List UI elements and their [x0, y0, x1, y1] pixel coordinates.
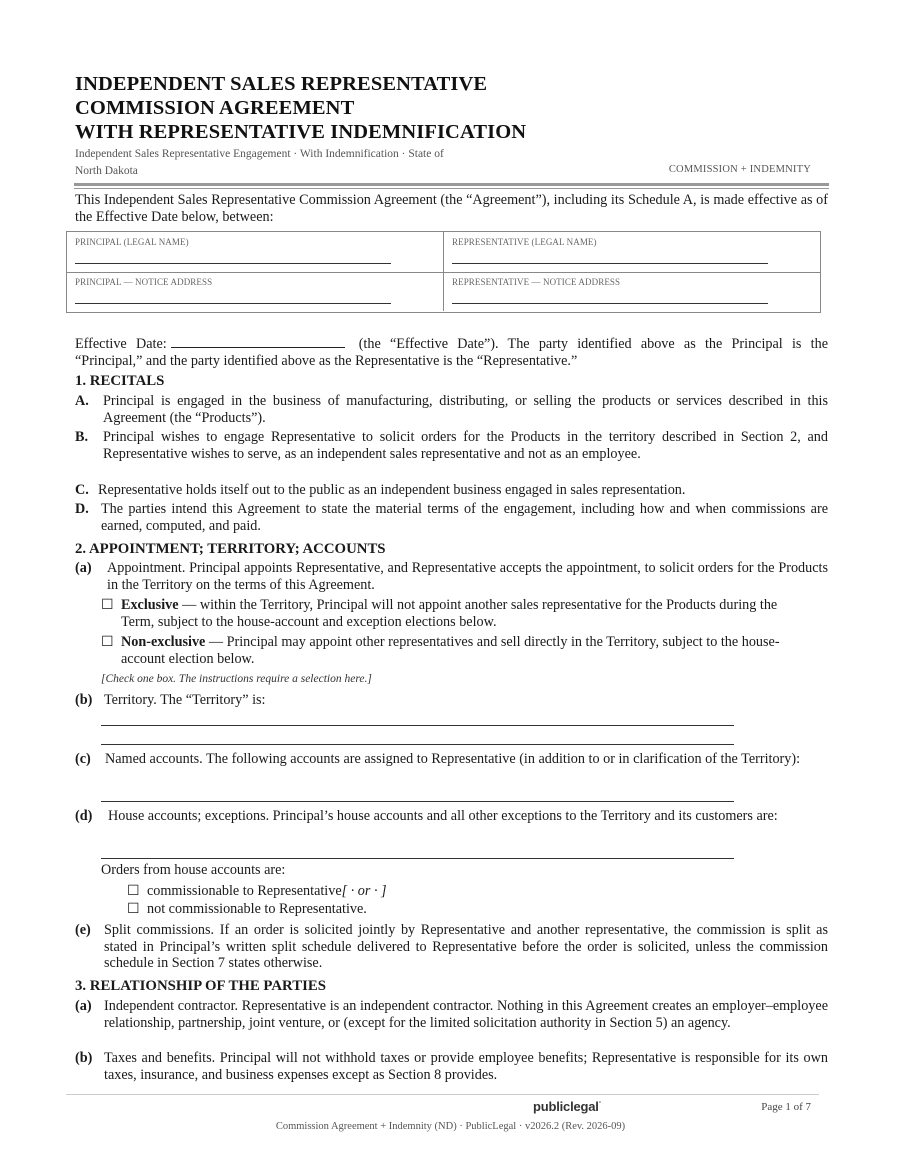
territory-blank-2[interactable] — [101, 744, 734, 745]
not-commissionable-option[interactable] — [127, 901, 527, 918]
representative-address-blank[interactable] — [452, 303, 768, 304]
clause-3a-marker: (a) — [75, 998, 92, 1014]
clause-3b-text: Taxes and benefits. Principal will not withhold taxes or provide employee benefits; Representative is responsible for its own taxes, insurance, and business expenses except as Section 8 provides. — [104, 1050, 828, 1083]
clause-2d-marker: (d) — [75, 808, 93, 824]
clause-2b-text: Territory. The “Territory” is: — [104, 692, 266, 708]
clause-2c — [75, 751, 828, 768]
clause-2a-marker: (a) — [75, 560, 92, 576]
exclusive-text-block — [121, 597, 791, 630]
document-subtitle — [75, 146, 575, 180]
representative-name-cell[interactable] — [444, 232, 820, 273]
title-line-3: WITH REPRESENTATIVE INDEMNIFICATION — [75, 121, 527, 143]
nonexclusive-label: Non-exclusive — [121, 634, 206, 650]
recital-a-text: Principal is engaged in the business of manufacturing, distributing, or selling the products or services described in this Agreement (the “Products”). — [103, 393, 828, 426]
nonexclusive-text: — Principal may appoint other representatives and sell directly in the Territory, subject to the house-account election below. — [121, 634, 780, 667]
representative-name-label: REPRESENTATIVE (LEGAL NAME) — [452, 237, 597, 247]
footer-rule — [66, 1094, 819, 1095]
clause-2a-text: Appointment. Principal appoints Representative, and Representative accepts the appointment, to solicit orders for the Products in the Territory on the terms of this Agreement. — [107, 560, 828, 593]
page-number: Page 1 of 7 — [761, 1101, 811, 1113]
exclusive-label: Exclusive — [121, 597, 179, 613]
title-line-1: INDEPENDENT SALES REPRESENTATIVE — [75, 73, 488, 95]
clause-2d — [75, 808, 828, 825]
commissionable-checkbox[interactable]: ☐ — [127, 883, 140, 899]
clause-2a — [75, 560, 828, 593]
section-1-heading: 1. RECITALS — [75, 373, 165, 389]
recital-d-text: The parties intend this Agreement to state the material terms of the engagement, including how and when commissions are earned, computed, and paid. — [101, 501, 828, 534]
clause-3b — [75, 1050, 828, 1083]
logo-text: publiclegal — [533, 1099, 599, 1114]
parties-table — [66, 231, 821, 313]
principal-address-cell[interactable] — [67, 272, 444, 311]
clause-3a-text: Independent contractor. Representative is an independent contractor. Nothing in this Agreement creates an employer–employee relationship, partnership, joint venture, or (except for the limited solicitation authority in Section 5) an agency. — [104, 998, 828, 1031]
principal-name-cell[interactable] — [67, 232, 444, 273]
document-tag: COMMISSION + INDEMNITY — [668, 164, 811, 175]
exclusive-text: — within the Territory, Principal will not appoint another sales representative for the Products during the Term, subject to the house-account and exception elections below. — [121, 597, 778, 630]
named-accounts-blank[interactable] — [101, 801, 734, 802]
clause-2b-marker: (b) — [75, 692, 93, 708]
recital-c — [75, 482, 828, 499]
intro-paragraph: This Independent Sales Representative Commission Agreement (the “Agreement”), including its Schedule A, is made effective as of the Effective Date below, between: — [75, 192, 828, 225]
clause-2e-marker: (e) — [75, 922, 91, 938]
clause-3b-marker: (b) — [75, 1050, 93, 1066]
subtitle-line-1: Independent Sales Representative Engagement · With Indemnification · State of — [75, 148, 444, 160]
principal-address-label: PRINCIPAL — NOTICE ADDRESS — [75, 277, 213, 287]
publiclegal-logo — [533, 1099, 601, 1114]
recital-d — [75, 501, 828, 534]
clause-2c-marker: (c) — [75, 751, 91, 767]
representative-name-blank[interactable] — [452, 263, 768, 264]
section-3-heading: 3. RELATIONSHIP OF THE PARTIES — [75, 978, 326, 994]
effective-date-blank[interactable] — [171, 335, 345, 348]
recital-c-text: Representative holds itself out to the public as an independent business engaged in sales representation. — [98, 482, 686, 498]
representative-address-cell[interactable] — [444, 272, 820, 311]
footer-line: Commission Agreement + Indemnity (ND) · PublicLegal · v2026.2 (Rev. 2026-09) — [275, 1121, 626, 1132]
subtitle-line-2: North Dakota — [75, 165, 138, 177]
clause-3a — [75, 998, 828, 1031]
house-orders-label: Orders from house accounts are: — [101, 862, 286, 878]
selection-instruction-note: [Check one box. The instructions require a selection here.] — [101, 673, 372, 685]
header-rule-thin — [74, 188, 829, 189]
clause-2e — [75, 922, 828, 972]
house-accounts-blank[interactable] — [101, 858, 734, 859]
not-commissionable-text: not commissionable to Representative. — [147, 901, 367, 917]
logo-mark: ° — [598, 1101, 601, 1108]
nonexclusive-text-block — [121, 634, 791, 667]
effective-date-label: Effective Date: — [75, 336, 167, 352]
recital-b-text: Principal wishes to engage Representative to solicit orders for the Products in the territory described in Section 2, and Representative wishes to serve, as an independent sales representative and not as an employee. — [103, 429, 828, 462]
nonexclusive-option[interactable] — [101, 634, 791, 667]
representative-address-label: REPRESENTATIVE — NOTICE ADDRESS — [452, 277, 621, 287]
document-title — [75, 72, 526, 144]
clause-2d-text: House accounts; exceptions. Principal’s house accounts and all other exceptions to the Territory and its customers are: — [108, 808, 778, 824]
not-commissionable-checkbox[interactable]: ☐ — [127, 901, 140, 917]
nonexclusive-checkbox[interactable]: ☐ — [101, 634, 114, 650]
exclusive-option[interactable] — [101, 597, 791, 630]
effective-date-text: (the “Effective Date”). The party identified above as the Principal is the “Principal,” and the party identified above as the Representative is the “Representative.” — [75, 336, 829, 369]
recital-b — [75, 429, 828, 462]
clause-2b — [75, 692, 828, 709]
title-line-2: COMMISSION AGREEMENT — [75, 97, 355, 119]
commissionable-text: commissionable to Representative — [147, 883, 342, 899]
principal-address-blank[interactable] — [75, 303, 391, 304]
commissionable-text-block — [147, 883, 527, 900]
section-2-heading: 2. APPOINTMENT; TERRITORY; ACCOUNTS — [75, 541, 386, 557]
header-rule-thick — [74, 183, 829, 186]
territory-blank-1[interactable] — [101, 725, 734, 726]
recital-b-marker: B. — [75, 429, 89, 445]
clause-2c-text: Named accounts. The following accounts are assigned to Representative (in addition to or in clarification of the Territory): — [105, 751, 801, 767]
effective-date-paragraph — [75, 335, 828, 369]
exclusive-checkbox[interactable]: ☐ — [101, 597, 114, 613]
clause-2e-text: Split commissions. If an order is solicited jointly by Representative and another representative, the commission is split as stated in Principal’s written split schedule delivered to Representative before the order is solicited, unless the commission schedule in Section 7 states otherwise. — [104, 922, 828, 971]
commissionable-option[interactable] — [127, 883, 527, 900]
recital-c-marker: C. — [75, 482, 89, 498]
recital-a — [75, 393, 828, 426]
principal-name-label: PRINCIPAL (LEGAL NAME) — [75, 237, 189, 247]
commissionable-bracket: [ · or · ] — [341, 883, 387, 899]
recital-d-marker: D. — [75, 501, 89, 517]
principal-name-blank[interactable] — [75, 263, 391, 264]
recital-a-marker: A. — [75, 393, 89, 409]
